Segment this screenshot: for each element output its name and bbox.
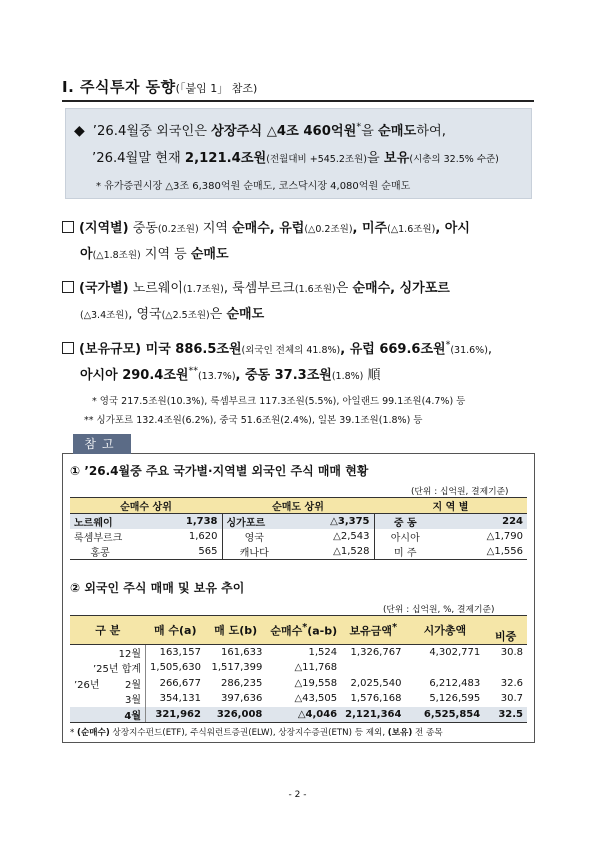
table-cell: 2,025,540 <box>350 677 402 689</box>
summary-line-2 <box>92 147 499 166</box>
bullet-region <box>62 217 470 236</box>
footnote-mark: * <box>356 121 362 133</box>
note-text: * <box>70 728 78 738</box>
bullet-text: (1.7조원) <box>182 284 224 295</box>
checkbox-bullet-icon <box>62 342 74 354</box>
table-cell: △11,768 <box>294 662 338 674</box>
footnote-mark: ** <box>188 365 198 377</box>
table-cell: 565 <box>130 544 222 560</box>
table-cell: 4월 <box>109 707 146 723</box>
bullet-text: 순매수, 싱가포르 <box>352 281 450 296</box>
table-cell: △4,046 <box>266 707 341 723</box>
table-cell: ’25년 합계 <box>92 664 142 676</box>
summary-text: 하여, <box>416 124 446 139</box>
summary-text: ’26.4월말 현재 <box>92 151 185 166</box>
note-text: 전 종목 <box>412 728 443 738</box>
table-cell: △43,505 <box>294 693 338 705</box>
bullet-country-cont <box>80 303 264 322</box>
bullet-text: 은 <box>335 281 353 296</box>
table-cell: 30.7 <box>500 693 523 705</box>
bullet-country <box>62 277 450 296</box>
header-share: 비중 <box>484 616 527 645</box>
summary-text: (시총의 32.5% 수준) <box>409 154 499 165</box>
section-subtitle: (「붙임 1」 참조) <box>175 82 258 95</box>
bullet-text: 順 <box>363 368 381 383</box>
header-net-formula: (a-b) <box>307 624 338 638</box>
table-cell: 아시아 <box>374 529 436 544</box>
table-cell: 미 주 <box>374 544 436 560</box>
bullet-text: (△1.8조원) <box>92 250 141 261</box>
table-cell: △19,558 <box>294 677 338 689</box>
bullet-text: 노르웨이 <box>128 281 183 296</box>
bullet-text: (보유규모) <box>79 342 142 357</box>
table-cell: 중 동 <box>374 514 436 530</box>
table-cell: △1,528 <box>286 544 374 560</box>
table-cell: 321,962 <box>146 707 205 723</box>
table-cell: 12월 <box>118 649 142 660</box>
table-cell: 1,576,168 <box>350 693 402 705</box>
table-cell: 싱가포르 <box>222 514 286 530</box>
table-cell: 32.6 <box>500 677 523 689</box>
checkbox-bullet-icon <box>62 281 74 293</box>
reference-tab: 참고 <box>73 434 131 454</box>
bullet-text: (1.6조원) <box>294 284 336 295</box>
table-cell: 266,677 <box>146 676 205 692</box>
checkbox-bullet-icon <box>62 221 74 233</box>
country-trade-table <box>70 497 527 560</box>
bullet-text: 미국 886.5조원 <box>141 342 242 357</box>
table-cell <box>70 645 109 661</box>
note-text: 상장지수펀드(ETF), 주식워런트증권(ELW), 상장지수증권(ETN) 등 제외, <box>109 728 388 738</box>
table-cell: 163,157 <box>146 645 205 661</box>
table-cell: 30.8 <box>500 647 523 658</box>
table-cell: ’26년 <box>74 679 100 691</box>
footnote-1: * 영국 217.5조원(10.3%), 룩셈부르크 117.3조원(5.5%), 아일랜드 99.1조원(4.7%) 등 <box>92 396 466 407</box>
summary-text: 을 <box>366 151 384 166</box>
table-cell: 32.5 <box>484 707 527 723</box>
table-cell: 4,302,771 <box>429 647 481 658</box>
bullet-text: (국가별) <box>79 281 129 296</box>
header-buy: 매 수(a) <box>146 616 205 645</box>
table-cell <box>405 660 484 676</box>
note-text: (보유) <box>387 728 413 738</box>
bullet-text: (1.8%) <box>331 371 364 382</box>
bullet-region-cont <box>80 243 229 262</box>
summary-text: 2,121.4조원 <box>184 151 267 166</box>
bullet-text: 아 <box>80 247 93 262</box>
summary-text: (전월대비 +545.2조원) <box>266 154 367 165</box>
bullet-text: , 룩셈부르크 <box>223 281 295 296</box>
table-cell: 224 <box>436 514 527 530</box>
table-cell: 6,212,483 <box>429 677 481 689</box>
table-row <box>70 645 527 661</box>
table-row <box>70 707 527 723</box>
table-cell: 룩셈부르크 <box>74 533 123 544</box>
bullet-text: (외국인 전체의 41.8%) <box>241 345 341 356</box>
bullet-text: (13.7%) <box>197 371 236 382</box>
header-net-buy: 순매수 상위 <box>70 498 222 514</box>
bullet-text: , 유럽 669.6조원 <box>340 342 446 357</box>
table-cell: 1,326,767 <box>350 647 402 658</box>
bullet-text: 순매수, 유럽 <box>232 221 305 236</box>
table-cell: △3,375 <box>286 514 374 530</box>
bullet-text: (31.6%) <box>450 345 488 356</box>
trade-holding-table <box>70 615 527 723</box>
table-header-row <box>70 616 527 645</box>
bullet-text: 지역 등 <box>140 247 191 262</box>
bullet-holdings <box>62 338 492 357</box>
bullet-text: (△3.4조원) <box>80 310 129 321</box>
summary-box <box>65 108 532 199</box>
bullet-text: (지역별) <box>79 221 129 236</box>
bullet-text: 지역 <box>198 221 233 236</box>
footnote-mark: * <box>392 621 398 633</box>
summary-text: 상장주식 △4조 460억원 <box>211 124 357 139</box>
header-market-cap: 시가총액 <box>405 616 484 645</box>
table-cell: 5,126,595 <box>429 693 481 705</box>
table-cell <box>70 691 109 707</box>
header-holding <box>341 616 405 645</box>
header-net <box>266 616 341 645</box>
table-row <box>70 676 527 692</box>
table-cell <box>70 707 109 723</box>
table-cell <box>484 660 527 676</box>
table-cell: 286,235 <box>221 677 263 689</box>
section-title <box>62 76 534 102</box>
summary-text: 을 <box>361 124 379 139</box>
table-cell: 1,620 <box>188 531 218 542</box>
bullet-text: 중동 <box>128 221 158 236</box>
section-title-text: Ⅰ. 주식투자 동향 <box>62 78 176 96</box>
table-cell: 캐나다 <box>222 544 286 560</box>
table-cell: 노르웨이 <box>70 514 130 530</box>
header-sell: 매 도(b) <box>205 616 266 645</box>
bullet-holdings-cont <box>80 364 381 383</box>
summary-note: * 유가증권시장 △3조 6,380억원 순매도, 코스닥시장 4,080억원 순매도 <box>96 181 411 192</box>
header-region: 지 역 별 <box>374 498 527 514</box>
table-cell: 326,008 <box>205 707 266 723</box>
table-cell: 1,524 <box>308 647 338 658</box>
bullet-text: , 미주 <box>352 221 388 236</box>
summary-line-1 <box>74 120 446 139</box>
table-cell: △2,543 <box>333 531 370 542</box>
table-note <box>70 726 443 738</box>
summary-text: 순매도 <box>378 124 417 139</box>
footnote-2: ** 싱가포르 132.4조원(6.2%), 중국 51.6조원(2.4%), 일본 39.1조원(1.8%) 등 <box>84 415 423 426</box>
table-cell: 6,525,854 <box>405 707 484 723</box>
bullet-text: (△0.2조원) <box>304 224 353 235</box>
footnote-mark: * <box>302 621 308 633</box>
table-cell: 161,633 <box>221 647 263 658</box>
bullet-text: , 중동 37.3조원 <box>235 368 332 383</box>
bullet-text: , <box>487 342 493 357</box>
bullet-text: , 영국 <box>128 307 162 322</box>
table-cell: 2,121,364 <box>341 707 405 723</box>
table-row <box>70 514 527 530</box>
diamond-bullet-icon: ◆ <box>74 123 85 139</box>
table-cell: 397,636 <box>221 693 263 705</box>
table-cell: 1,517,399 <box>211 662 263 674</box>
summary-text: 보유 <box>383 151 410 166</box>
bullet-text: 은 <box>209 307 227 322</box>
table-cell: 1,505,630 <box>146 660 205 676</box>
table-row <box>70 544 527 560</box>
table-header-row <box>70 498 527 514</box>
note-text: (순매수) <box>77 728 110 738</box>
bullet-text: (△1.6조원) <box>387 224 436 235</box>
header-holding-label: 보유금액 <box>349 624 393 638</box>
bullet-text: , 아시 <box>435 221 470 236</box>
bullet-text: (0.2조원) <box>157 224 199 235</box>
table-cell: 3월 <box>125 695 142 707</box>
table-cell <box>341 660 405 676</box>
reference-heading-2: ② 외국인 주식 매매 및 보유 추이 <box>70 581 245 595</box>
title-underline <box>62 100 534 102</box>
bullet-text: 순매도 <box>190 247 229 262</box>
table-row <box>70 691 527 707</box>
table-cell: 홍콩 <box>70 544 130 560</box>
table-row <box>70 660 527 676</box>
table-cell: 354,131 <box>146 691 205 707</box>
bullet-text: 아시아 290.4조원 <box>80 368 189 383</box>
table-cell: △1,556 <box>436 544 527 560</box>
page-number: - 2 - <box>288 790 307 800</box>
table-cell: △1,790 <box>486 531 523 542</box>
table-cell: 2월 <box>125 679 142 691</box>
table-cell: 영국 <box>222 529 286 544</box>
table-row <box>70 529 527 544</box>
footnote-mark: * <box>445 339 451 351</box>
summary-text: ’26.4월중 외국인은 <box>92 124 212 139</box>
bullet-text: (△2.5조원) <box>161 310 210 321</box>
header-net-label: 순매수 <box>270 624 303 638</box>
table-cell: 1,738 <box>130 514 222 530</box>
reference-heading-1: ① ’26.4월중 주요 국가별·지역별 외국인 주식 매매 현황 <box>70 464 369 478</box>
unit-label-1: (단위 : 십억원, 결제기준) <box>411 487 509 497</box>
bullet-text: 순매도 <box>226 307 265 322</box>
header-net-sell: 순매도 상위 <box>222 498 374 514</box>
header-category: 구 분 <box>70 616 146 645</box>
unit-label-2: (단위 : 십억원, %, 결제기준) <box>383 605 495 615</box>
